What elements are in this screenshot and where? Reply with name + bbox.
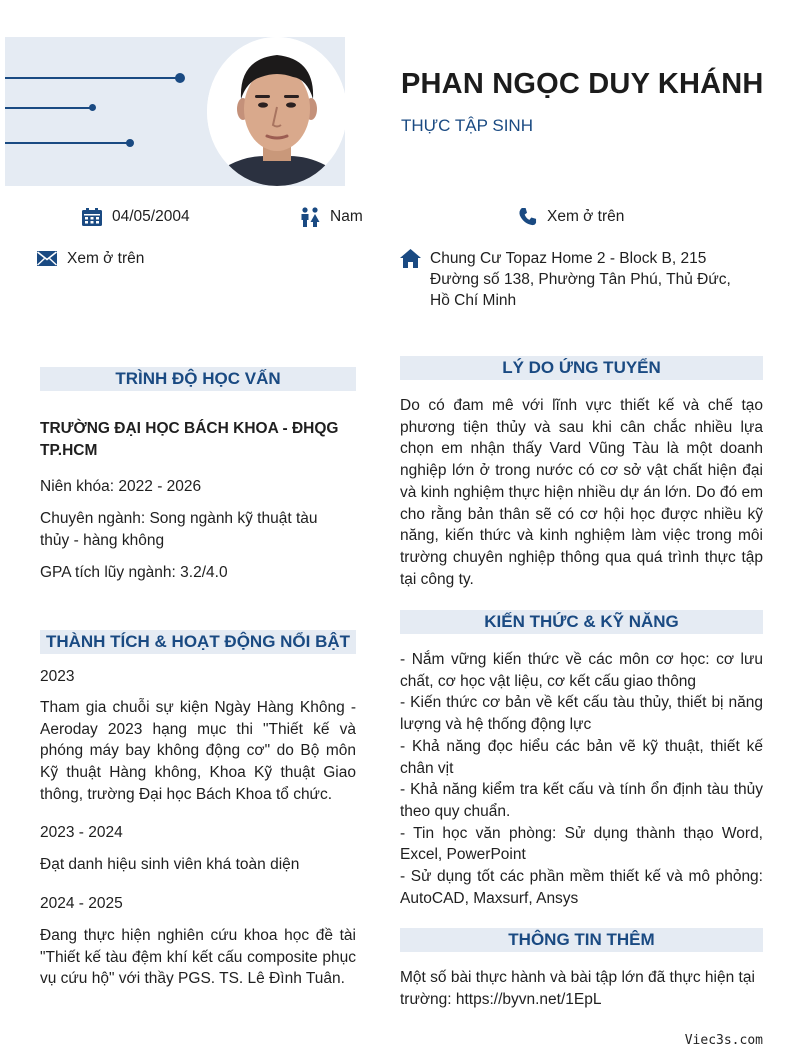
info-phone (516, 206, 624, 227)
skill-item: - Khả năng đọc hiểu các bản vẽ kỹ thuật, thiết kế chân vịt (400, 737, 763, 777)
info-birthday (81, 206, 190, 227)
achievement-description: Đang thực hiện nghiên cứu khoa học đề tài "Thiết kế tàu đệm khí kết cấu composite phục vụ cứu hộ" với thầy PGS. TS. Lê Đình Tuân. (40, 927, 356, 988)
skill-item: - Tin học văn phòng: Sử dụng thành thạo Word, Excel, PowerPoint (400, 824, 763, 864)
school-line: TP.HCM (40, 441, 98, 459)
phone-icon (516, 206, 538, 227)
extra-text: Một số bài thực hành và bài tập lớn đã thực hiện tại trường: https://byvn.net/1EpL (400, 969, 755, 1008)
reason-text: Do có đam mê với lĩnh vực thiết kế và chế tạo phương tiện thủy và sau khi cân chắc nhiều lựa chọn em nhận thấy Vard Vũng Tàu là một doanh nghiệp lớn ở trong nước có cơ sở vật chất hiện đại và kinh nghiệm thực hiện nhiều dự án lớn. Do đó em cho rằng bản thân sẽ có cơ hội học được nhiều kỹ năng, kiến thức và kinh nghiệm làm việc trong môi trường chuyên nghiệp thông qua quá trình thực tập tại công ty. (400, 397, 763, 588)
education-gpa: GPA tích lũy ngành: 3.2/4.0 (40, 564, 228, 581)
education-school (40, 418, 356, 461)
header-decor-line-2 (5, 107, 93, 109)
achievement-period: 2024 - 2025 (40, 895, 123, 912)
skills-list (400, 649, 763, 909)
home-icon (399, 248, 421, 269)
gender-icon (299, 206, 321, 227)
footer-watermark: Viec3s.com (684, 1033, 763, 1048)
address-value (430, 248, 731, 311)
achievement-description: Tham gia chuỗi sự kiện Ngày Hàng Không - Aeroday 2023 hạng mục thi "Thiết kế và phóng máy bay không động cơ" do Bộ môn Kỹ thuật Hàng không, Khoa Kỹ thuật Giao thông, trường Đại học Bách Khoa tổ chức. (40, 699, 356, 803)
address-line: Hồ Chí Minh (430, 292, 517, 309)
info-address (399, 248, 731, 311)
info-gender (299, 206, 363, 227)
header-decor-line-3 (5, 142, 130, 144)
envelope-icon (36, 248, 58, 269)
header-decor-dot-3 (126, 139, 134, 147)
education-years: Niên khóa: 2022 - 2026 (40, 478, 202, 495)
address-line: Chung Cư Topaz Home 2 - Block B, 215 (430, 250, 707, 267)
extra-heading: THÔNG TIN THÊM (400, 928, 763, 952)
school-line: TRƯỜNG ĐẠI HỌC BÁCH KHOA - ĐHQG (40, 420, 339, 437)
major-line: Chuyên ngành: Song ngành kỹ thuật tàu (40, 510, 318, 527)
achievement-period: 2023 - 2024 (40, 824, 123, 841)
reason-heading: LÝ DO ỨNG TUYỂN (400, 356, 763, 380)
achievement-description: Đạt danh hiệu sinh viên khá toàn diện (40, 856, 300, 873)
address-line: Đường số 138, Phường Tân Phú, Thủ Đức, (430, 271, 731, 288)
avatar-portrait (207, 37, 347, 186)
gender-value: Nam (330, 208, 363, 225)
birthday-value: 04/05/2004 (112, 208, 190, 225)
phone-value: Xem ở trên (547, 208, 625, 225)
header-decor-dot-1 (175, 73, 185, 83)
email-value: Xem ở trên (67, 250, 145, 267)
education-major (40, 508, 356, 551)
education-heading: TRÌNH ĐỘ HỌC VẤN (40, 367, 356, 391)
candidate-role: THỰC TẬP SINH (401, 116, 533, 135)
achievements-heading: THÀNH TÍCH & HOẠT ĐỘNG NỔI BẬT (40, 630, 356, 654)
skill-item: - Sử dụng tốt các phần mềm thiết kế và mô phỏng: AutoCAD, Maxsurf, Ansys (400, 868, 763, 907)
achievement-period: 2023 (40, 668, 75, 685)
skill-item: - Kiến thức cơ bản về kết cấu tàu thủy, thiết bị năng lượng và hệ thống động lực (400, 694, 763, 734)
info-email (36, 248, 144, 269)
major-line: thủy - hàng không (40, 531, 165, 549)
skills-heading: KIẾN THỨC & KỸ NĂNG (400, 610, 763, 634)
calendar-icon (81, 206, 103, 227)
candidate-name: PHAN NGỌC DUY KHÁNH (401, 68, 764, 100)
skill-item: - Khả năng kiểm tra kết cấu và tính ổn định tàu thủy theo quy chuẩn. (400, 781, 763, 820)
skill-item: - Nắm vững kiến thức về các môn cơ học: cơ lưu chất, cơ học vật liệu, cơ kết cấu giao thông (400, 651, 763, 690)
avatar (207, 37, 347, 186)
header-decor-dot-2 (89, 104, 96, 111)
header-decor-line-1 (5, 77, 180, 79)
